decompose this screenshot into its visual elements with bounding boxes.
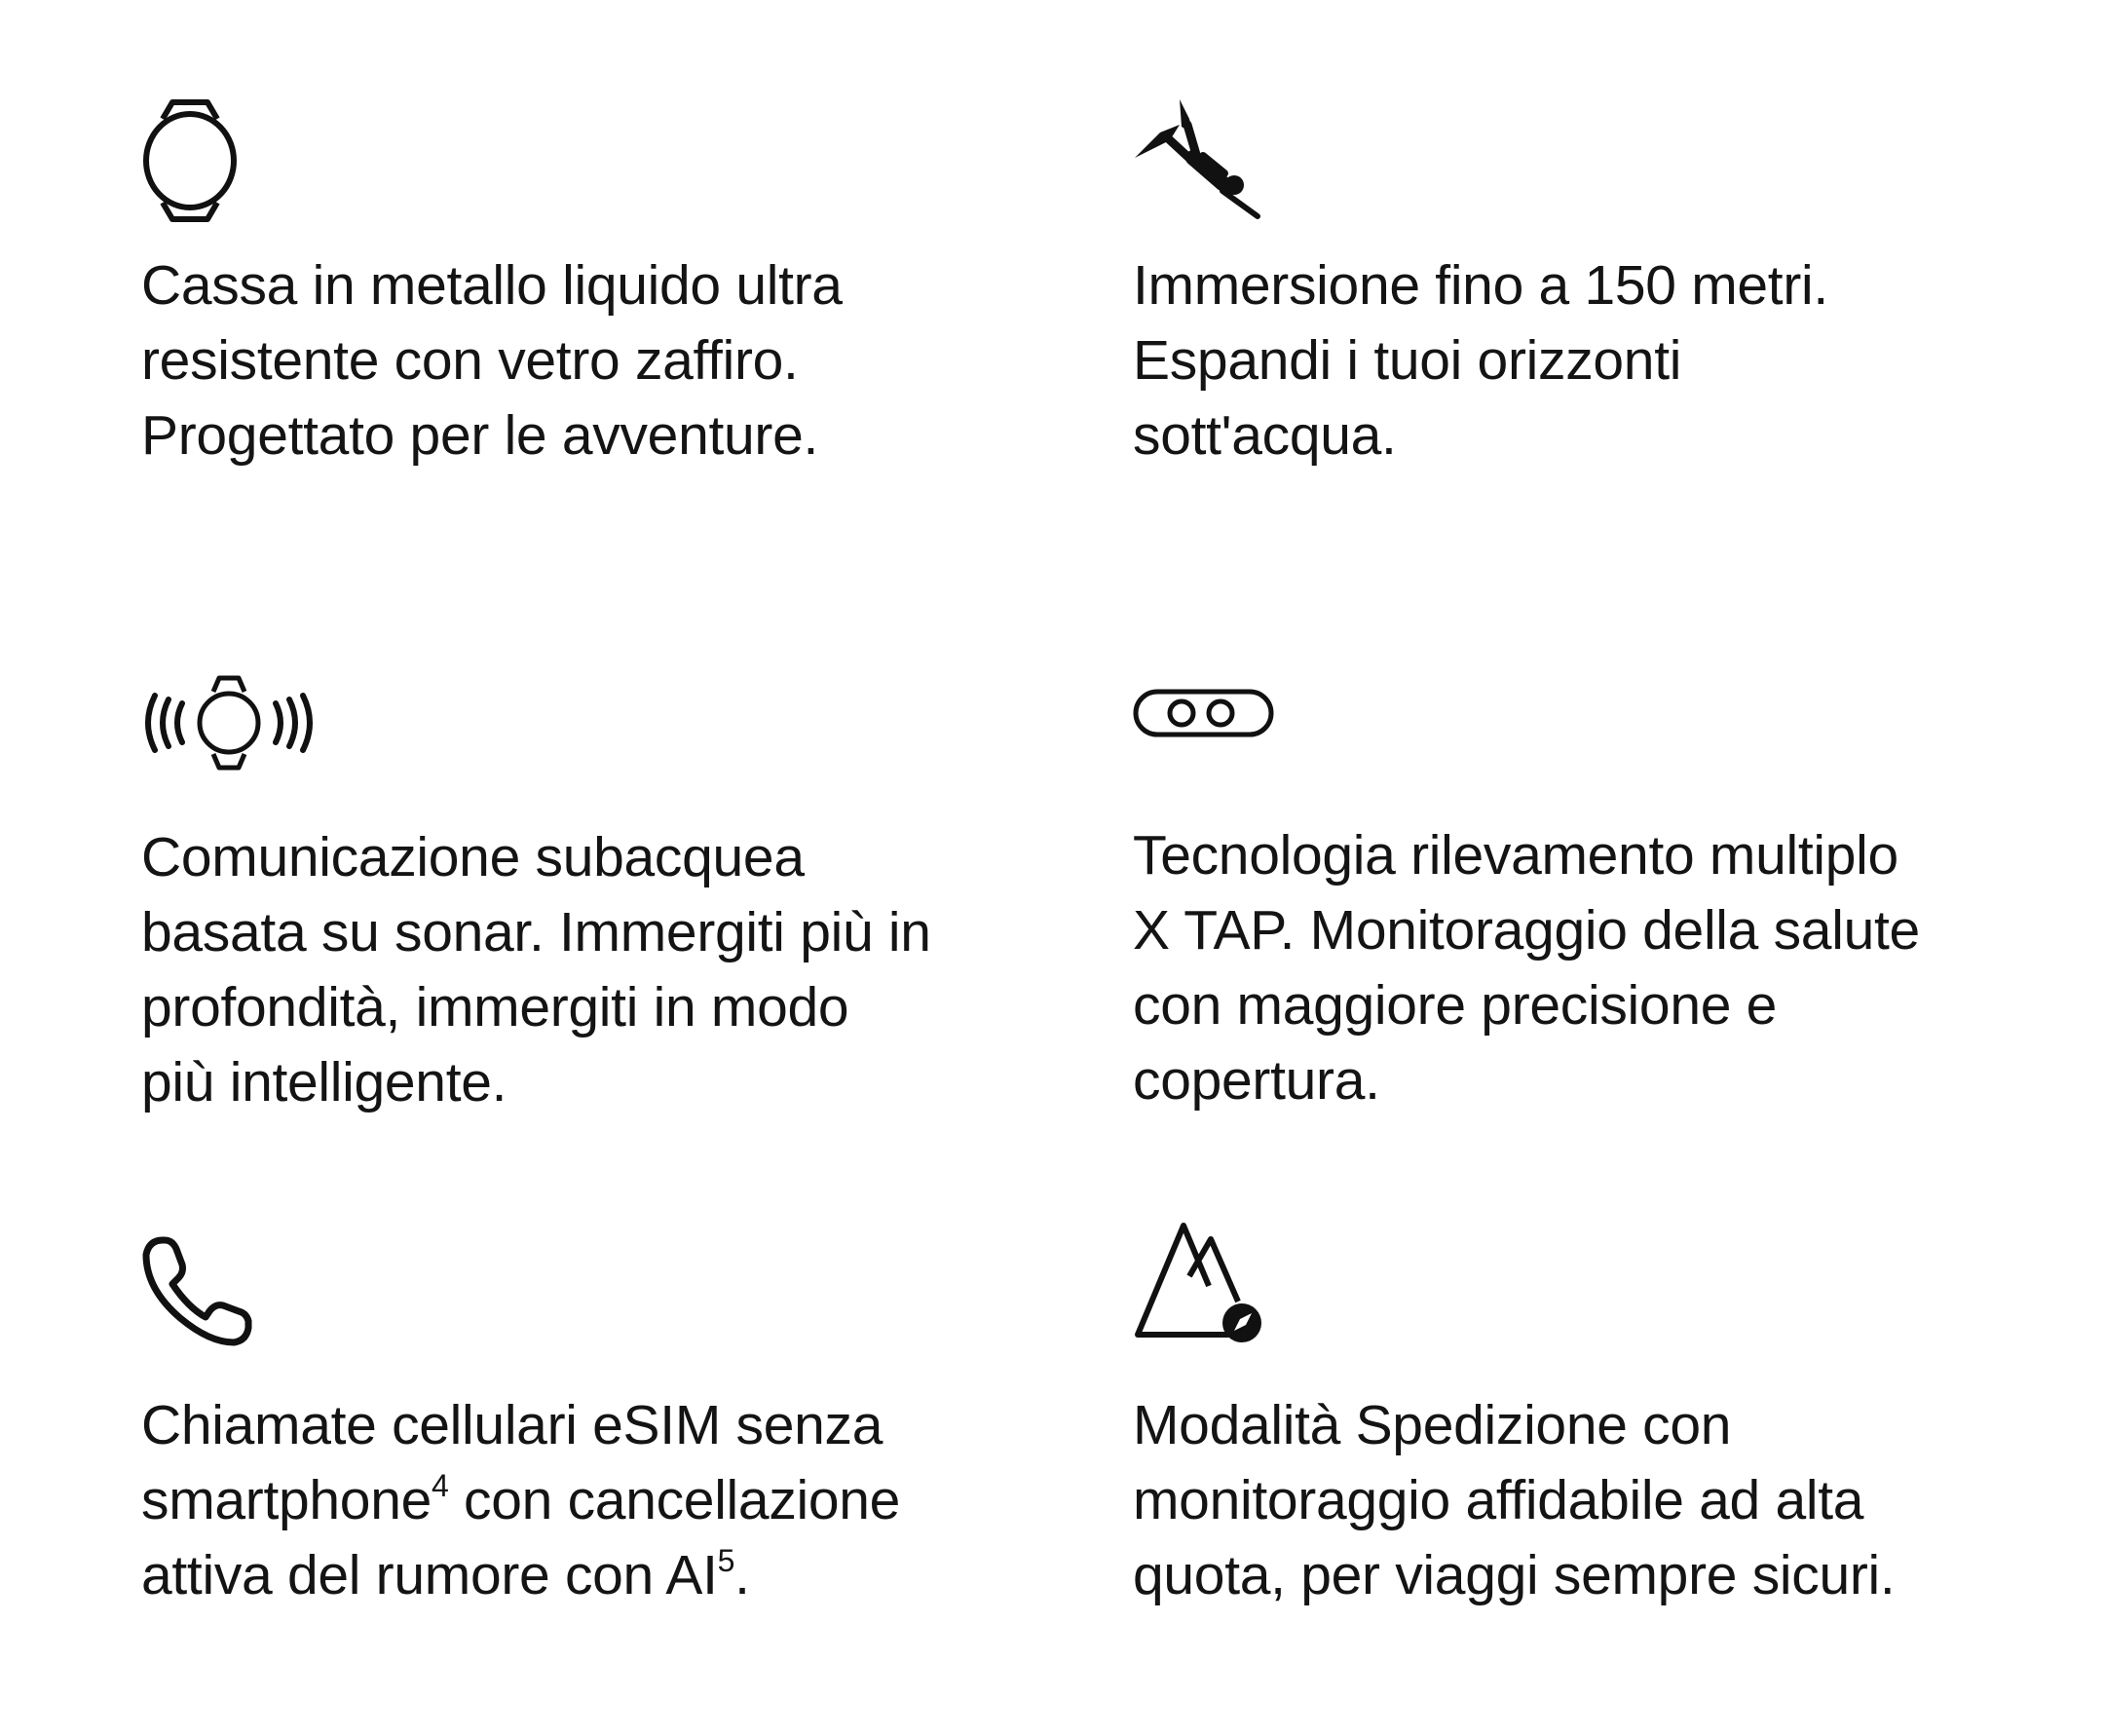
feature-text-line: profondità, immergiti in modo — [141, 976, 849, 1038]
feature-text-line: quota, per viaggi sempre sicuri. — [1133, 1544, 1896, 1606]
feature-description — [1133, 1388, 1895, 1613]
feature-text-line: Modalità Spedizione con — [1133, 1394, 1732, 1456]
feature-description — [1133, 818, 1920, 1118]
feature-text-line: resistente con vetro zaffiro. — [141, 329, 799, 392]
sensor-icon — [1133, 689, 1274, 737]
feature-text-line: sott'acqua. — [1133, 404, 1397, 467]
footnote-marker[interactable]: 5 — [717, 1543, 735, 1578]
feature-text-line: Immersione fino a 150 metri. — [1133, 254, 1828, 317]
feature-text-line: monitoraggio affidabile ad alta — [1133, 1469, 1864, 1531]
feature-text-line: Progettato per le avventure. — [141, 404, 819, 467]
feature-text-segment: smartphone — [141, 1469, 432, 1531]
feature-text-line: basata su sonar. Immergiti più in — [141, 901, 931, 963]
feature-text-line: Comunicazione subacquea — [141, 826, 805, 888]
feature-description — [141, 820, 931, 1120]
feature-text-line: copertura. — [1133, 1049, 1380, 1112]
feature-description — [141, 248, 843, 473]
feature-text-line: Tecnologia rilevamento multiplo — [1133, 824, 1898, 887]
feature-text-segment: . — [734, 1544, 750, 1606]
feature-text-line: più intelligente. — [141, 1051, 507, 1113]
watch-icon — [141, 97, 239, 224]
feature-text-line — [141, 1538, 900, 1613]
feature-text-segment: con cancellazione — [448, 1469, 901, 1531]
feature-text-segment: attiva del rumore con AI — [141, 1544, 718, 1606]
feature-text-line: Chiamate cellulari eSIM senza — [141, 1394, 883, 1456]
feature-text-line: X TAP. Monitoraggio della salute — [1133, 899, 1920, 962]
diver-icon — [1133, 97, 1264, 219]
phone-icon — [141, 1235, 253, 1347]
feature-text-line: Espandi i tuoi orizzonti — [1133, 329, 1682, 392]
feature-description — [1133, 248, 1828, 473]
feature-text-line: Cassa in metallo liquido ultra — [141, 254, 843, 317]
feature-description — [141, 1388, 900, 1613]
sonar-watch-icon — [141, 672, 317, 774]
feature-text-line: con maggiore precisione e — [1133, 974, 1778, 1037]
feature-text-line — [141, 1463, 900, 1538]
mountain-compass-icon — [1133, 1218, 1269, 1344]
footnote-marker[interactable]: 4 — [432, 1468, 449, 1503]
